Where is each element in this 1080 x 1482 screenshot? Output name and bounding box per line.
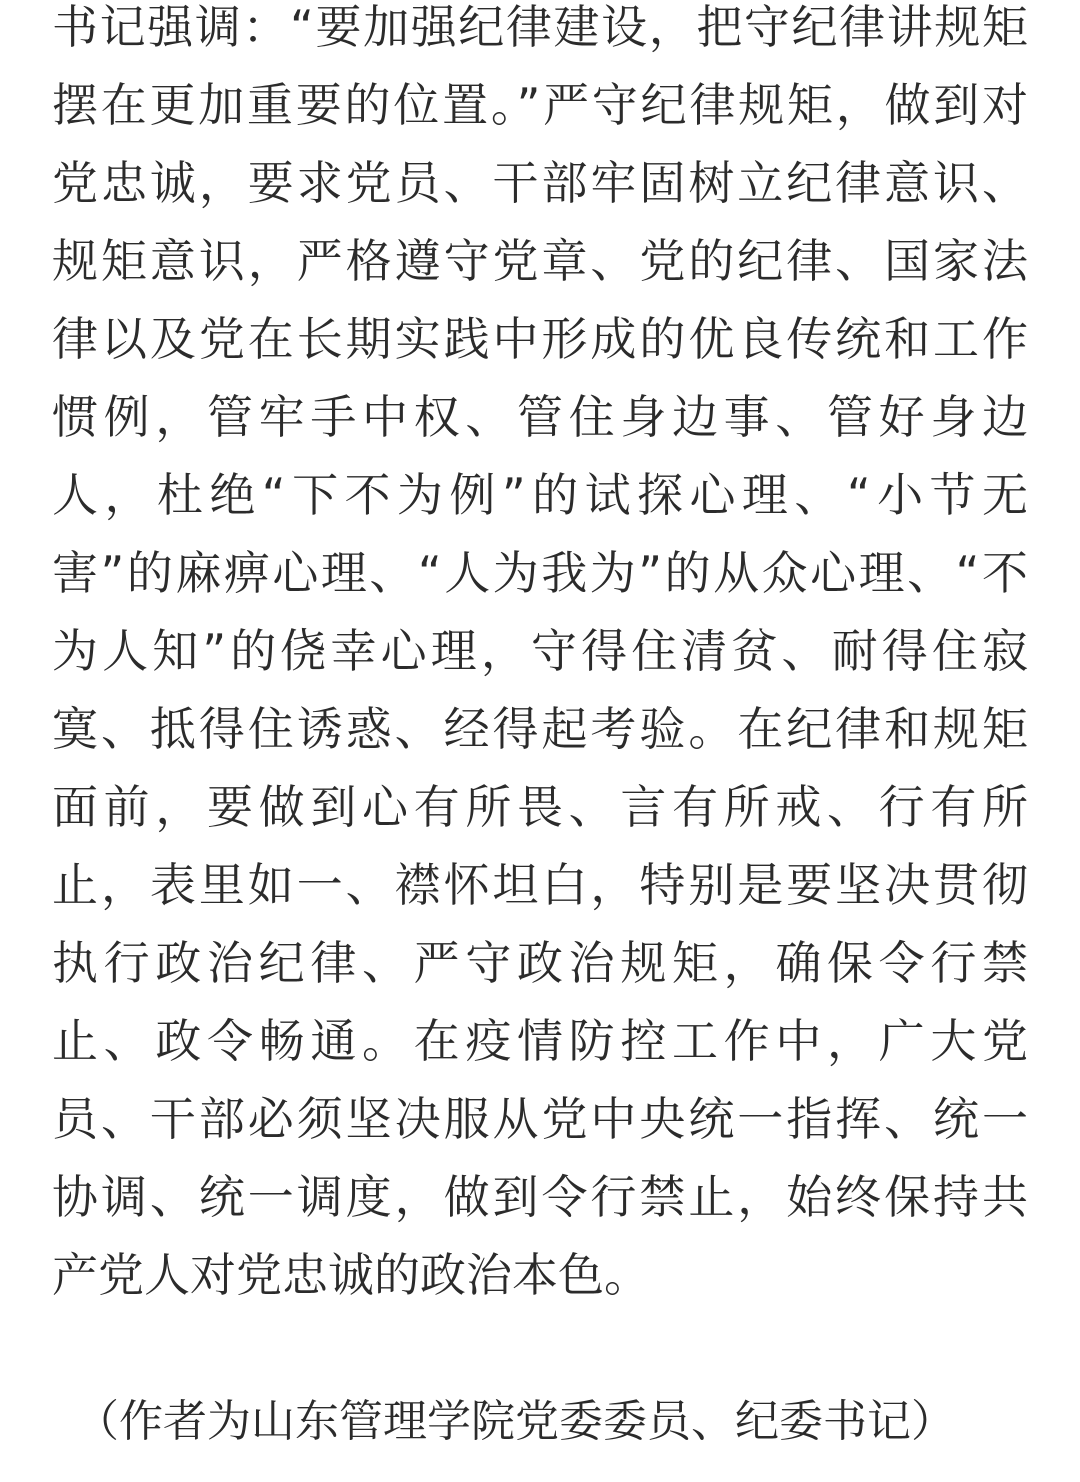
paragraph-line: 规矩意识，严格遵守党章、党的纪律、国家法 [52,234,1028,288]
author-note: （作者为山东管理学院党委委员、纪委书记） [75,1396,955,1447]
paragraph-line: 摆在更加重要的位置。”严守纪律规矩，做到对 [52,78,1028,132]
paragraph-line: 止，表里如一、襟怀坦白，特别是要坚决贯彻 [52,858,1028,912]
paragraph-line: 员、干部必须坚决服从党中央统一指挥、统一 [52,1092,1028,1146]
paragraph-line: 惯例，管牢手中权、管住身边事、管好身边 [52,390,1028,444]
paragraph-line: 产党人对党忠诚的政治本色。 [52,1248,650,1302]
paragraph-line: 书记强调：“要加强纪律建设，把守纪律讲规矩 [52,0,1028,54]
paragraph-line: 人，杜绝“下不为例”的试探心理、“小节无 [52,468,1028,522]
paragraph-line: 害”的麻痹心理、“人为我为”的从众心理、“不 [52,546,1028,600]
paragraph-line: 党忠诚，要求党员、干部牢固树立纪律意识、 [52,156,1028,210]
paragraph-line: 寞、抵得住诱惑、经得起考验。在纪律和规矩 [52,702,1028,756]
paragraph-line: 执行政治纪律、严守政治规矩，确保令行禁 [52,936,1028,990]
paragraph-line: 协调、统一调度，做到令行禁止，始终保持共 [52,1170,1028,1224]
paragraph-line: 为人知”的侥幸心理，守得住清贫、耐得住寂 [52,624,1028,678]
paragraph-line: 律以及党在长期实践中形成的优良传统和工作 [52,312,1028,366]
paragraph-line: 面前，要做到心有所畏、言有所戒、行有所 [52,780,1028,834]
paragraph-line: 止、政令畅通。在疫情防控工作中，广大党 [52,1014,1028,1068]
